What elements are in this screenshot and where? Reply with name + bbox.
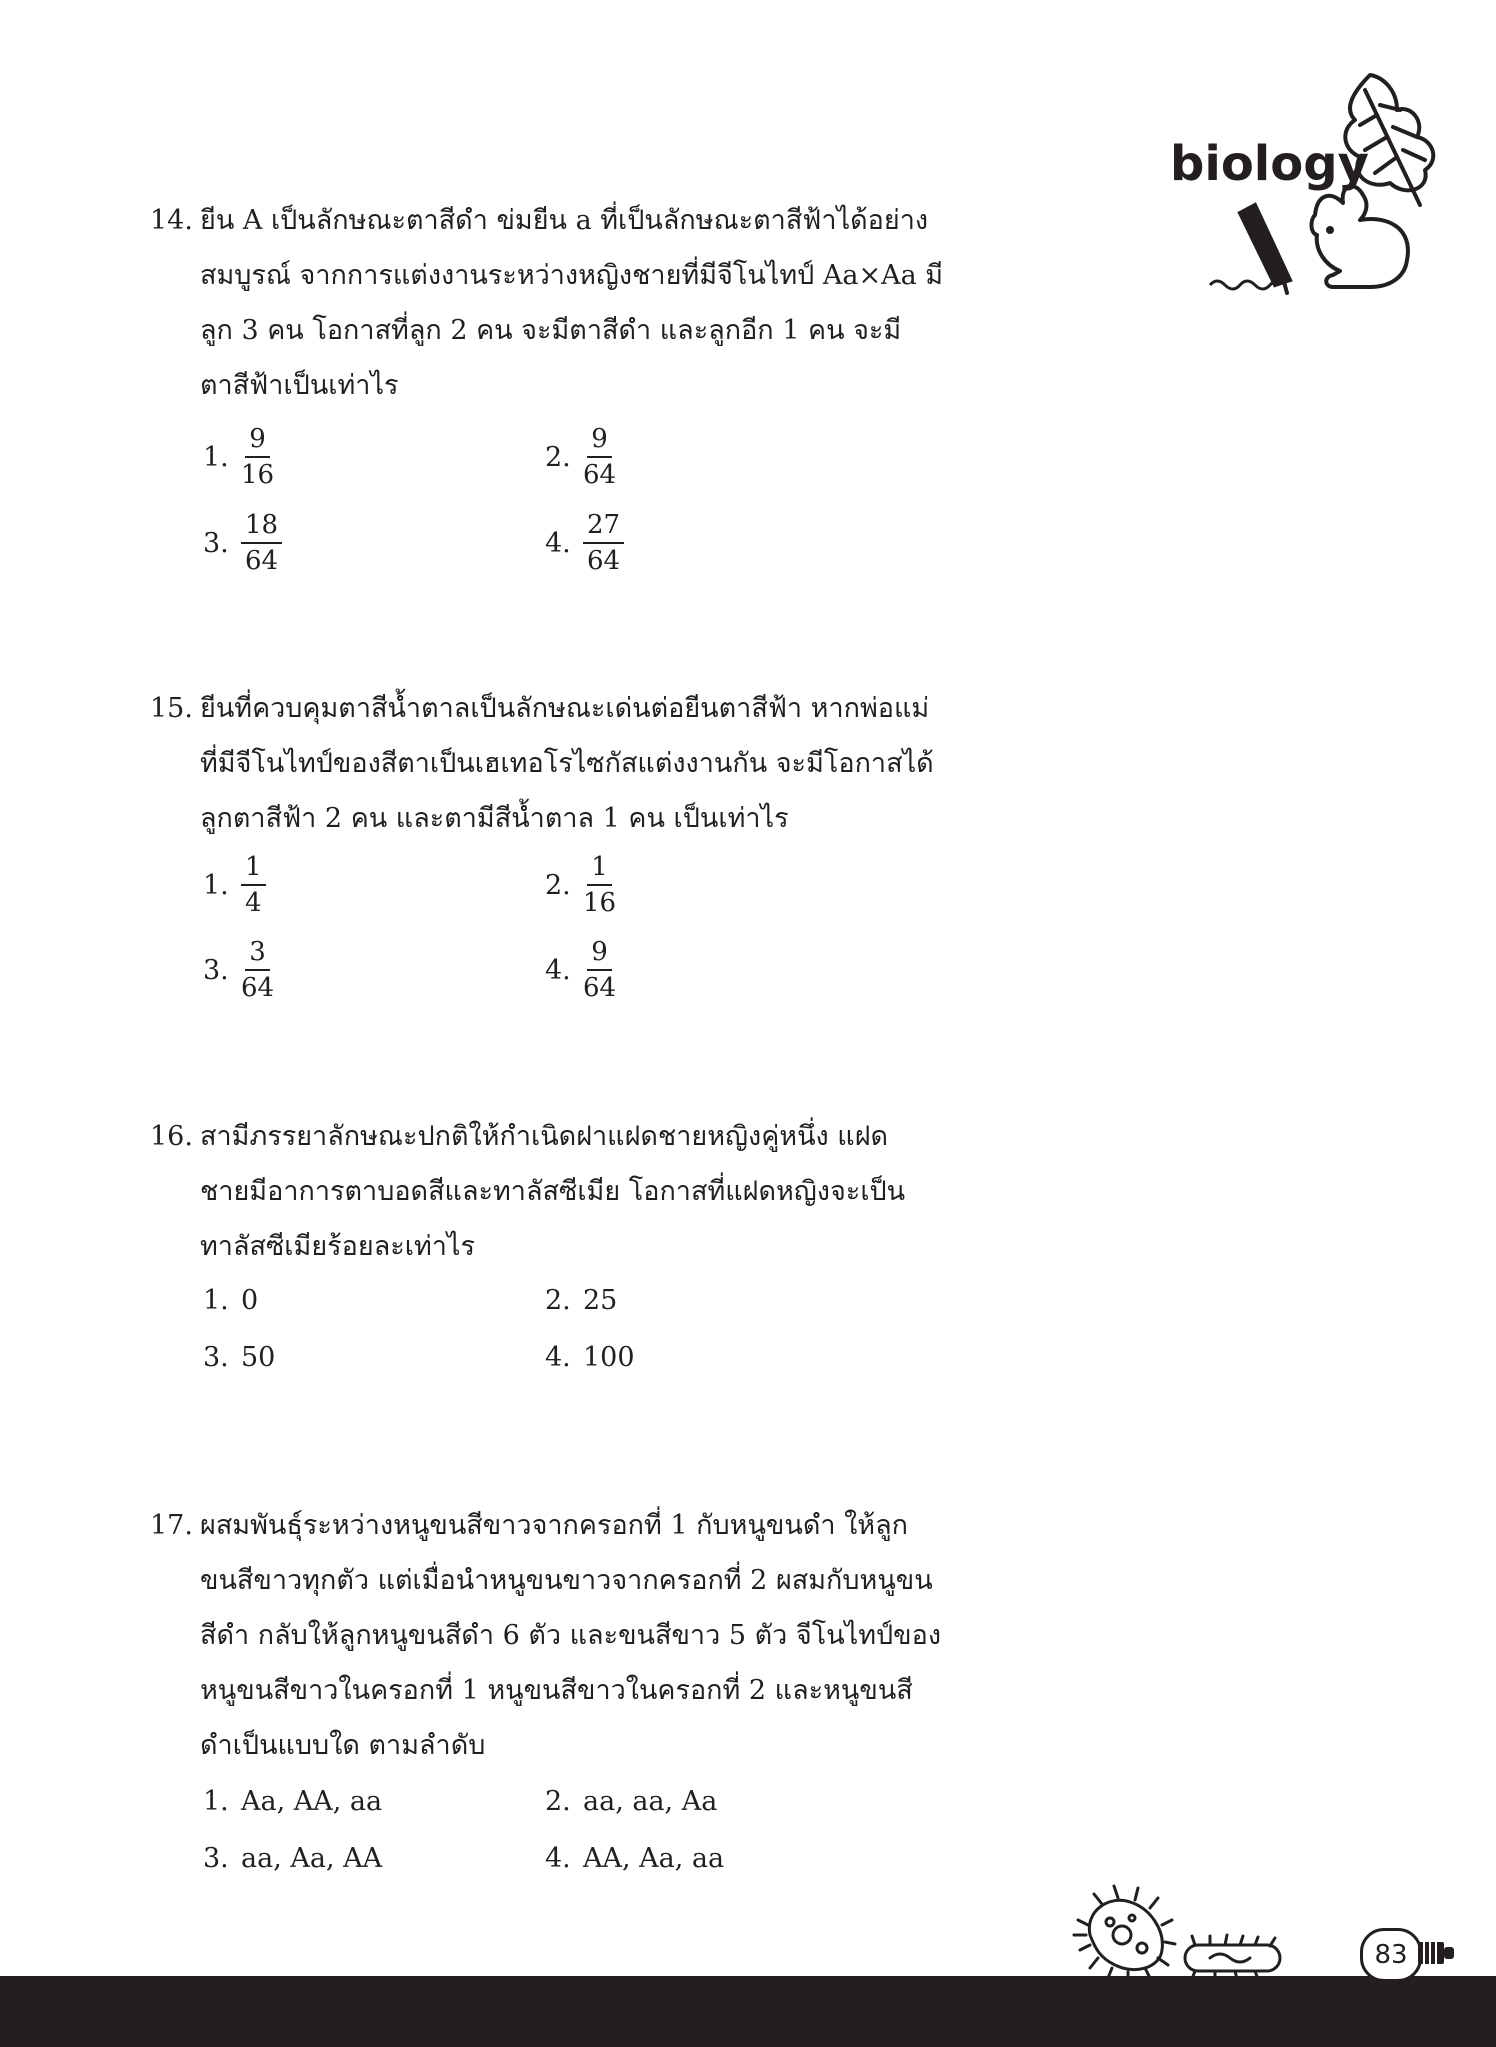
bacterium-icon <box>1185 1935 1280 1979</box>
option-fraction <box>241 935 274 1005</box>
fraction-numerator: 9 <box>587 935 612 971</box>
option-text: AA, Aa, aa <box>583 1843 725 1874</box>
option-1 <box>203 422 274 492</box>
option-number: 1. <box>203 441 229 473</box>
question-text <box>200 1498 942 1773</box>
option-text: aa, Aa, AA <box>241 1843 383 1874</box>
option-3 <box>203 1342 275 1373</box>
option-fraction <box>241 508 282 578</box>
option-fraction <box>241 850 266 920</box>
question-number: 17. <box>150 1510 193 1541</box>
option-2 <box>545 1285 617 1316</box>
question-line: ทาลัสซีเมียร้อยละเท่าไร <box>200 1231 476 1262</box>
option-number: 4. <box>545 954 571 986</box>
option-1 <box>203 1285 258 1316</box>
option-text: 50 <box>241 1342 276 1373</box>
question-15 <box>150 681 934 846</box>
question-line: ตาสีฟ้าเป็นเท่าไร <box>200 370 399 401</box>
fraction-numerator: 1 <box>587 850 612 886</box>
option-number: 3. <box>203 954 229 986</box>
option-1 <box>203 850 266 920</box>
question-line: ดำเป็นแบบใด ตามลำดับ <box>200 1730 486 1761</box>
option-number: 4. <box>545 527 571 559</box>
option-number: 2. <box>545 441 571 473</box>
fraction-numerator: 27 <box>583 508 624 544</box>
question-text <box>200 681 934 846</box>
option-text: 100 <box>583 1342 635 1373</box>
question-line: ขนสีขาวทุกตัว แต่เมื่อนำหนูขนขาวจากครอกที่ 2 ผสมกับหนูขน <box>200 1565 933 1596</box>
fraction-denominator: 64 <box>241 973 275 1003</box>
option-fraction <box>583 508 624 578</box>
question-line: ยีนที่ควบคุมตาสีน้ำตาลเป็นลักษณะเด่นต่อยีนตาสีฟ้า หากพ่อแม่ <box>200 693 930 724</box>
question-line: ที่มีจีโนไทป์ของสีตาเป็นเฮเทอโรไซกัสแต่งงานกัน จะมีโอกาสได้ <box>200 748 934 779</box>
question-line: ลูก 3 คน โอกาสที่ลูก 2 คน จะมีตาสีดำ และลูกอีก 1 คน จะมี <box>200 315 902 346</box>
fraction-numerator: 9 <box>245 422 270 458</box>
fraction-numerator: 3 <box>245 935 270 971</box>
option-fraction <box>583 935 616 1005</box>
squiggle-line-icon <box>1210 280 1283 289</box>
option-text: 0 <box>241 1285 259 1316</box>
question-line: ชายมีอาการตาบอดสีและทาลัสซีเมีย โอกาสที่แฝดหญิงจะเป็น <box>200 1176 906 1207</box>
question-line: ผสมพันธุ์ระหว่างหนูขนสีขาวจากครอกที่ 1 กับหนูขนดำ ให้ลูก <box>200 1510 908 1541</box>
question-text <box>200 1109 920 1274</box>
option-4 <box>545 1843 724 1874</box>
option-2 <box>545 422 616 492</box>
microbe-illustration <box>1070 1880 1370 1980</box>
option-number: 2. <box>545 869 571 901</box>
option-3 <box>203 508 282 578</box>
footer-bar <box>0 1976 1496 2047</box>
fraction-numerator: 18 <box>241 508 282 544</box>
fraction-denominator: 16 <box>583 888 617 918</box>
option-text: Aa, AA, aa <box>241 1786 383 1817</box>
option-3 <box>203 1843 382 1874</box>
fraction-denominator: 64 <box>587 546 621 576</box>
option-number: 2. <box>545 1786 571 1817</box>
question-line: สีดำ กลับให้ลูกหนูขนสีดำ 6 ตัว และขนสีขาว 5 ตัว จีโนไทป์ของ <box>200 1620 942 1651</box>
page-number: 83 <box>1374 1940 1408 1970</box>
option-number: 2. <box>545 1285 571 1316</box>
question-line: หนูขนสีขาวในครอกที่ 1 หนูขนสีขาวในครอกที่ 2 และหนูขนสี <box>200 1675 913 1706</box>
option-fraction <box>241 422 274 492</box>
option-number: 1. <box>203 1786 229 1817</box>
option-2 <box>545 1786 717 1817</box>
fraction-denominator: 64 <box>583 973 617 1003</box>
option-text: aa, aa, Aa <box>583 1786 718 1817</box>
option-number: 4. <box>545 1843 571 1874</box>
fraction-denominator: 64 <box>245 546 279 576</box>
option-4 <box>545 508 624 578</box>
paramecium-icon <box>1074 1886 1175 1980</box>
question-line: สามีภรรยาลักษณะปกติให้กำเนิดฝาแฝดชายหญิงคู่หนึ่ง แฝด <box>200 1121 889 1152</box>
option-1 <box>203 1786 382 1817</box>
page-number-badge <box>1360 1928 1422 1982</box>
fraction-denominator: 64 <box>583 460 617 490</box>
option-number: 4. <box>545 1342 571 1373</box>
question-16 <box>150 1109 920 1274</box>
header-label: biology <box>1170 136 1369 192</box>
question-number: 16. <box>150 1121 193 1152</box>
option-2 <box>545 850 616 920</box>
option-3 <box>203 935 274 1005</box>
question-line: ลูกตาสีฟ้า 2 คน และตามีสีน้ำตาล 1 คน เป็นเท่าไร <box>200 803 789 834</box>
fraction-denominator: 16 <box>241 460 275 490</box>
question-number: 15. <box>150 693 193 724</box>
option-number: 3. <box>203 1843 229 1874</box>
option-fraction <box>583 422 616 492</box>
option-fraction <box>583 850 616 920</box>
rabbit-icon <box>1311 186 1407 287</box>
option-number: 1. <box>203 869 229 901</box>
option-number: 1. <box>203 1285 229 1316</box>
option-4 <box>545 1342 635 1373</box>
option-text: 25 <box>583 1285 618 1316</box>
question-text <box>200 193 944 413</box>
question-number: 14. <box>150 205 193 236</box>
option-4 <box>545 935 616 1005</box>
question-17 <box>150 1498 942 1773</box>
fraction-denominator: 4 <box>245 888 262 918</box>
question-14 <box>150 193 944 413</box>
question-line: สมบูรณ์ จากการแต่งงานระหว่างหญิงชายที่มีจีโนไทป์ Aa×Aa มี <box>200 260 944 291</box>
lightbulb-base-icon <box>1418 1938 1456 1968</box>
option-number: 3. <box>203 1342 229 1373</box>
biology-header-illustration <box>1165 65 1440 305</box>
question-line: ยีน A เป็นลักษณะตาสีดำ ข่มยีน a ที่เป็นลักษณะตาสีฟ้าได้อย่าง <box>200 205 929 236</box>
fraction-numerator: 9 <box>587 422 612 458</box>
option-number: 3. <box>203 527 229 559</box>
fraction-numerator: 1 <box>241 850 266 886</box>
